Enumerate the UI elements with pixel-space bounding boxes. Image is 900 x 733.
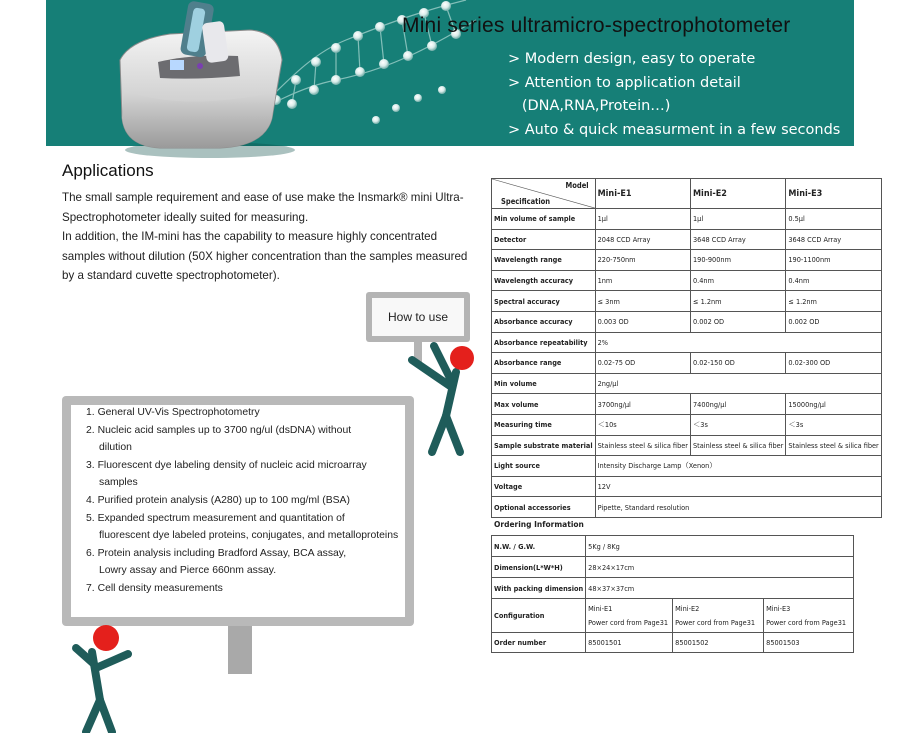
list-item: 2. Nucleic acid samples up to 3700 ng/ul (dsDNA) without dilution xyxy=(86,424,352,454)
table-row: N.W. / G.W. 5Kg / 8Kg xyxy=(492,536,854,557)
table-row: Min volume 2ng/μl xyxy=(492,373,882,394)
model-header: Mini-E2 xyxy=(690,179,785,209)
table-row: Voltage 12V xyxy=(492,476,882,497)
table-row: Absorbance range 0.02-75 OD 0.02-150 OD 0.02-300 OD xyxy=(492,353,882,374)
table-header-row xyxy=(492,179,882,209)
model-header: Mini-E1 xyxy=(595,179,690,209)
feature-list xyxy=(508,48,840,142)
list-item: 3. Fluorescent dye labeling density of nucleic acid microarray samples xyxy=(86,459,367,489)
feature-item: (DNA,RNA,Protein…) xyxy=(508,98,671,114)
table-row: Absorbance repeatability 2% xyxy=(492,332,882,353)
ordering-table xyxy=(491,535,854,653)
spectrophotometer-image xyxy=(100,0,300,160)
table-row: Dimension(L*W*H) 28×24×17cm xyxy=(492,557,854,578)
table-row: Wavelength range 220-750nm 190-900nm 190-1100nm xyxy=(492,250,882,271)
stick-figure-left xyxy=(66,620,146,733)
table-row: Wavelength accuracy 1nm 0.4nm 0.4nm xyxy=(492,270,882,291)
description-paragraph: In addition, the IM-mini has the capability to measure highly concentrated samples without dilution (50X higher concentration than the samples measured by a standard cuvette spectrophotometer). xyxy=(62,230,468,282)
list-item: 1. General UV-Vis Spectrophotometry xyxy=(86,407,260,418)
table-row: Max volume 3700ng/μl 7400ng/μl 15000ng/μl xyxy=(492,394,882,415)
table-row: Sample substrate material Stainless steel & silica fiber Stainless steel & silica fiber Stainless steel & silica fiber xyxy=(492,435,882,456)
ordering-information-heading: Ordering Information xyxy=(494,520,584,529)
description-paragraph: The small sample requirement and ease of use make the Insmark® mini Ultra-Spectrophotometer ideally suited for measuring. xyxy=(62,191,464,224)
uses-list xyxy=(86,404,408,598)
table-corner-cell: Model Specification xyxy=(492,179,596,209)
list-item: 5. Expanded spectrum measurement and quantitation of fluorescent dye labeled proteins, conjugates, and metalloproteins xyxy=(86,512,399,542)
how-to-use-sign xyxy=(366,292,470,342)
list-item: 7. Cell density measurements xyxy=(86,582,223,594)
table-row: Min volume of sample 1μl 1μl 0.5μl xyxy=(492,209,882,230)
banner-title: Mini series ultramicro-spectrophotometer xyxy=(402,14,791,37)
table-row: Optional accessories Pipette, Standard resolution xyxy=(492,497,882,518)
applications-description xyxy=(62,188,482,286)
feature-item: > Auto & quick measurment in a few seconds xyxy=(508,121,841,138)
feature-item: > Modern design, easy to operate xyxy=(508,51,756,67)
table-row: Light source Intensity Discharge Lamp（Xenon） xyxy=(492,456,882,477)
specification-table xyxy=(491,178,882,518)
list-item: 6. Protein analysis including Bradford Assay, BCA assay, Lowry assay and Pierce 660nm assay. xyxy=(86,547,347,577)
table-row: Detector 2048 CCD Array 3648 CCD Array 3648 CCD Array xyxy=(492,229,882,250)
table-row: Measuring time ＜10s ＜3s ＜3s xyxy=(492,414,882,435)
section-heading: Applications xyxy=(62,161,154,180)
board-post xyxy=(228,626,252,674)
list-item: 4. Purified protein analysis (A280) up to 100 mg/ml (BSA) xyxy=(86,494,350,506)
table-row: Spectral accuracy ≤ 3nm ≤ 1.2nm ≤ 1.2nm xyxy=(492,291,882,312)
table-row: Configuration Mini-E1 Power cord from Page31 Mini-E2 Power cord from Page31 Mini-E3 Power cord from Page31 xyxy=(492,599,854,633)
feature-item: > Attention to application detail xyxy=(508,74,741,91)
how-to-use-label: How to use xyxy=(372,298,464,336)
table-row: Order number 85001501 85001502 85001503 xyxy=(492,633,854,653)
table-row: With packing dimension 48×37×37cm xyxy=(492,578,854,599)
model-header: Mini-E3 xyxy=(786,179,881,209)
table-row: Absorbance accuracy 0.003 OD 0.002 OD 0.002 OD xyxy=(492,311,882,332)
